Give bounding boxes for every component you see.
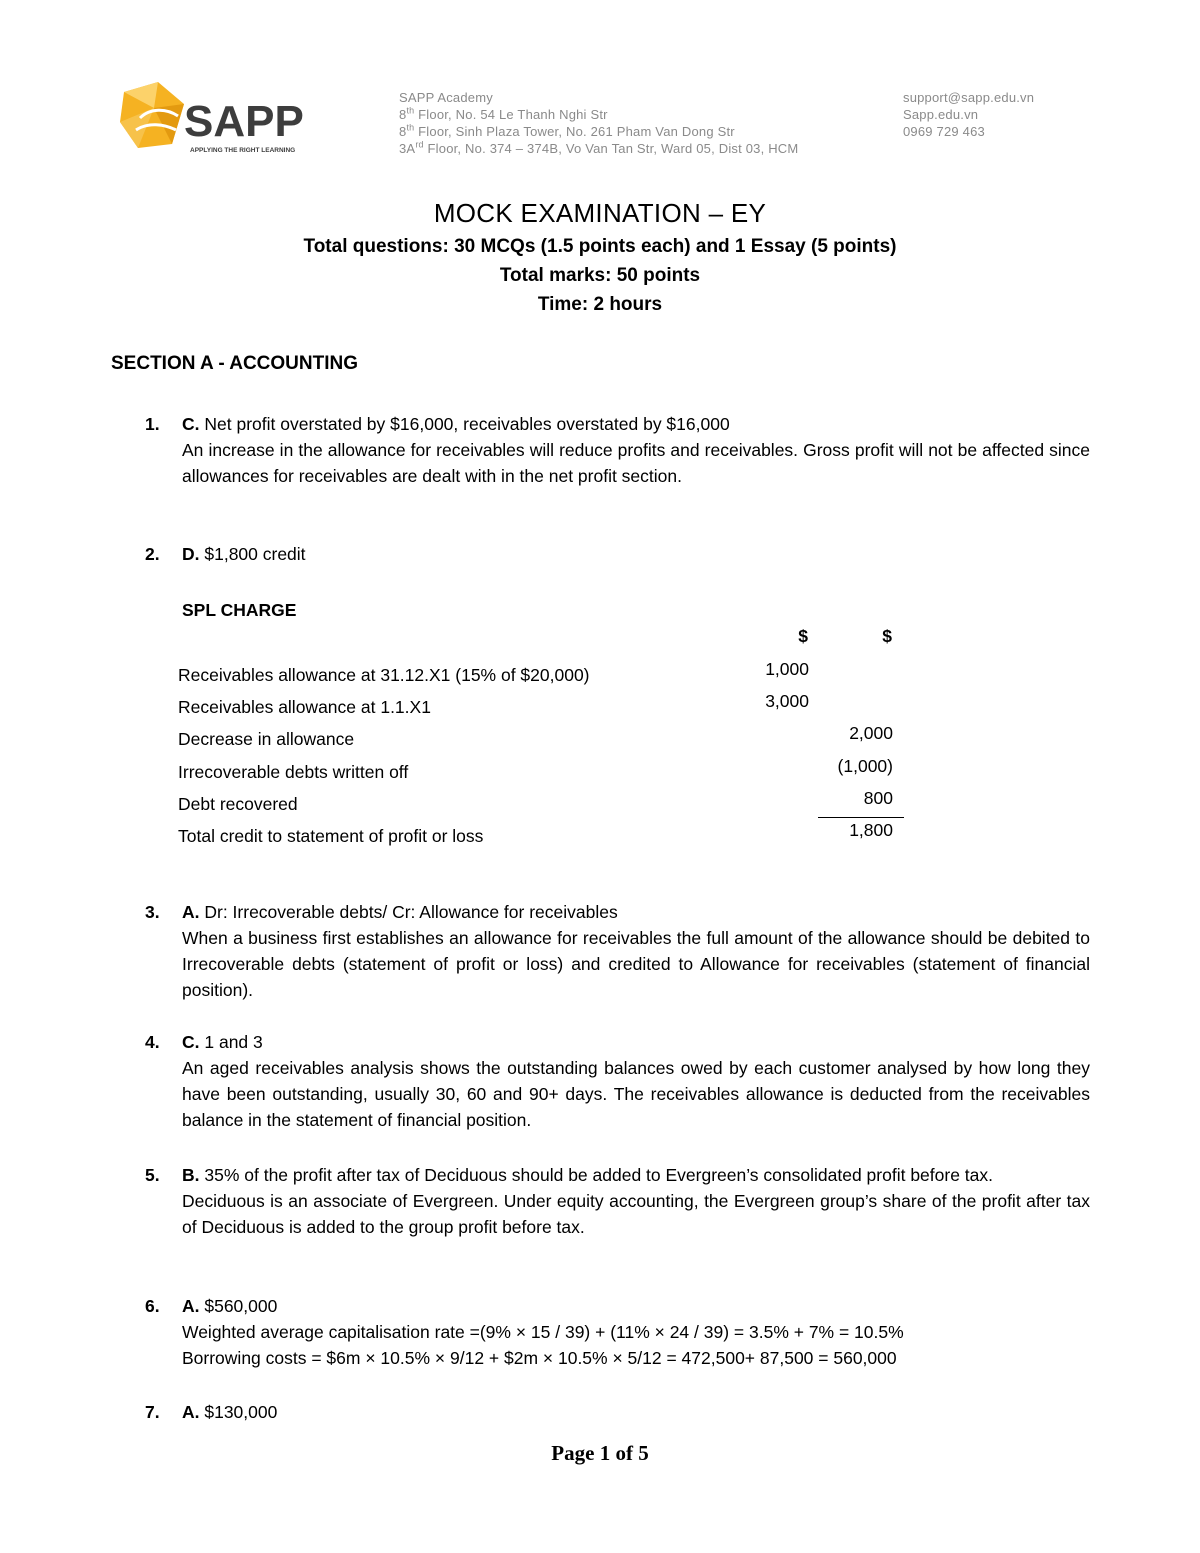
row-col1: 1,000 — [765, 659, 809, 679]
sapp-logo — [118, 78, 304, 158]
question-number: 5. — [145, 1165, 160, 1185]
row-label: Receivables allowance at 31.12.X1 (15% of $20,000) — [178, 665, 590, 685]
exam-title: MOCK EXAMINATION – EY — [433, 198, 767, 228]
contact-phone: 0969 729 463 — [903, 124, 985, 139]
contact-website: Sapp.edu.vn — [903, 107, 979, 122]
answer-letter: C. — [182, 1032, 200, 1052]
table-row — [178, 788, 893, 815]
logo-tagline-text: APPLYING THE RIGHT LEARNING — [190, 147, 296, 154]
row-col2: 2,000 — [849, 723, 893, 743]
capitalisation-rate-line: Weighted average capitalisation rate =(9% × 15 / 39) + (11% × 24 / 39) = 3.5% + 7% = 10.5% — [182, 1322, 904, 1342]
spl-charge-title: SPL CHARGE — [182, 600, 297, 620]
logo-brand-text: SAPP — [184, 97, 304, 146]
question-number: 1. — [145, 414, 160, 434]
table-row — [178, 659, 809, 686]
answer-letter: C. — [182, 414, 200, 434]
answer-text: $130,000 — [199, 1402, 278, 1422]
table-row — [178, 820, 893, 847]
answer-text: 1 and 3 — [199, 1032, 263, 1052]
question-4 — [145, 1029, 1090, 1133]
row-label: Total credit to statement of profit or loss — [178, 826, 484, 846]
question-7 — [145, 1399, 1090, 1425]
table-row — [178, 691, 809, 718]
answer-letter: A. — [182, 1296, 200, 1316]
contact-email: support@sapp.edu.vn — [903, 90, 1035, 105]
answer-letter: A. — [182, 1402, 200, 1422]
question-number: 2. — [145, 544, 160, 564]
explanation: An aged receivables analysis shows the outstanding balances owed by each customer analysed by how long they have been outstanding, usually 30, 60 and 90+ days. The receivables allowance is deducted from the receivables balance in the statement of financial position. — [182, 1058, 1090, 1130]
answer-text: 35% of the profit after tax of Deciduous should be added to Evergreen’s consolidated profit before tax. — [199, 1165, 994, 1185]
row-label: Receivables allowance at 1.1.X1 — [178, 697, 431, 717]
row-label: Irrecoverable debts written off — [178, 762, 409, 782]
address-line-2: 8th Floor, Sinh Plaza Tower, No. 261 Pham Van Dong Str — [399, 122, 735, 139]
org-name: SAPP Academy — [399, 90, 493, 105]
row-label: Decrease in allowance — [178, 729, 355, 749]
answer-text: $560,000 — [199, 1296, 278, 1316]
answer-text: Dr: Irrecoverable debts/ Cr: Allowance for receivables — [199, 902, 618, 922]
answer-text: $1,800 credit — [199, 544, 306, 564]
question-5 — [145, 1162, 1090, 1240]
total-underline — [818, 817, 904, 818]
explanation: Deciduous is an associate of Evergreen. Under equity accounting, the Evergreen group’s share of the profit after tax of Deciduous is added to the group profit before tax. — [182, 1191, 1090, 1237]
address-block — [399, 89, 798, 157]
explanation: An increase in the allowance for receivables will reduce profits and receivables. Gross profit will not be affected since allowances for receivables are dealt with in the net profit section. — [182, 440, 1090, 486]
row-label: Debt recovered — [178, 794, 298, 814]
exam-subtitle-marks: Total marks: 50 points — [499, 265, 701, 286]
section-heading: SECTION A - ACCOUNTING — [111, 353, 358, 374]
question-number: 7. — [145, 1402, 160, 1422]
question-3 — [145, 899, 1090, 1003]
row-col2: 800 — [863, 788, 893, 808]
question-number: 4. — [145, 1032, 160, 1052]
col2-header: $ — [882, 626, 892, 646]
exam-subtitle-time: Time: 2 hours — [537, 294, 663, 315]
table-row — [178, 756, 893, 783]
question-number: 6. — [145, 1296, 160, 1316]
question-6 — [145, 1293, 1090, 1371]
exam-subtitle-questions: Total questions: 30 MCQs (1.5 points each) and 1 Essay (5 points) — [303, 236, 897, 257]
contact-block — [903, 89, 1034, 140]
row-col2: (1,000) — [837, 756, 893, 776]
question-1 — [145, 411, 1090, 489]
borrowing-costs-line: Borrowing costs = $6m × 10.5% × 9/12 + $2m × 10.5% × 5/12 = 472,500+ 87,500 = 560,000 — [182, 1348, 897, 1368]
row-col2: 1,800 — [849, 820, 893, 840]
page-number: Page 1 of 5 — [551, 1441, 649, 1465]
answer-letter: D. — [182, 544, 200, 564]
address-line-3: $3A^{rd}$ Floor, No. 374 – 374B, Vo Van Tan Str, Ward 05, Dist 03, HCM — [399, 139, 799, 156]
logo-mark-icon — [118, 78, 304, 158]
answer-text: Net profit overstated by $16,000, receivables overstated by $16,000 — [199, 414, 730, 434]
row-col1: 3,000 — [765, 691, 809, 711]
explanation: When a business first establishes an allowance for receivables the full amount of the allowance should be debited to Irrecoverable debts (statement of profit or loss) and credited to Allowance for receivables (statement of financial position). — [182, 928, 1090, 1000]
table-row — [178, 723, 893, 750]
question-2 — [145, 541, 1090, 567]
address-line-1: 8th Floor, No. 54 Le Thanh Nghi Str — [399, 105, 608, 122]
question-number: 3. — [145, 902, 160, 922]
answer-letter: B. — [182, 1165, 200, 1185]
col1-header: $ — [798, 626, 808, 646]
answer-letter: A. — [182, 902, 200, 922]
